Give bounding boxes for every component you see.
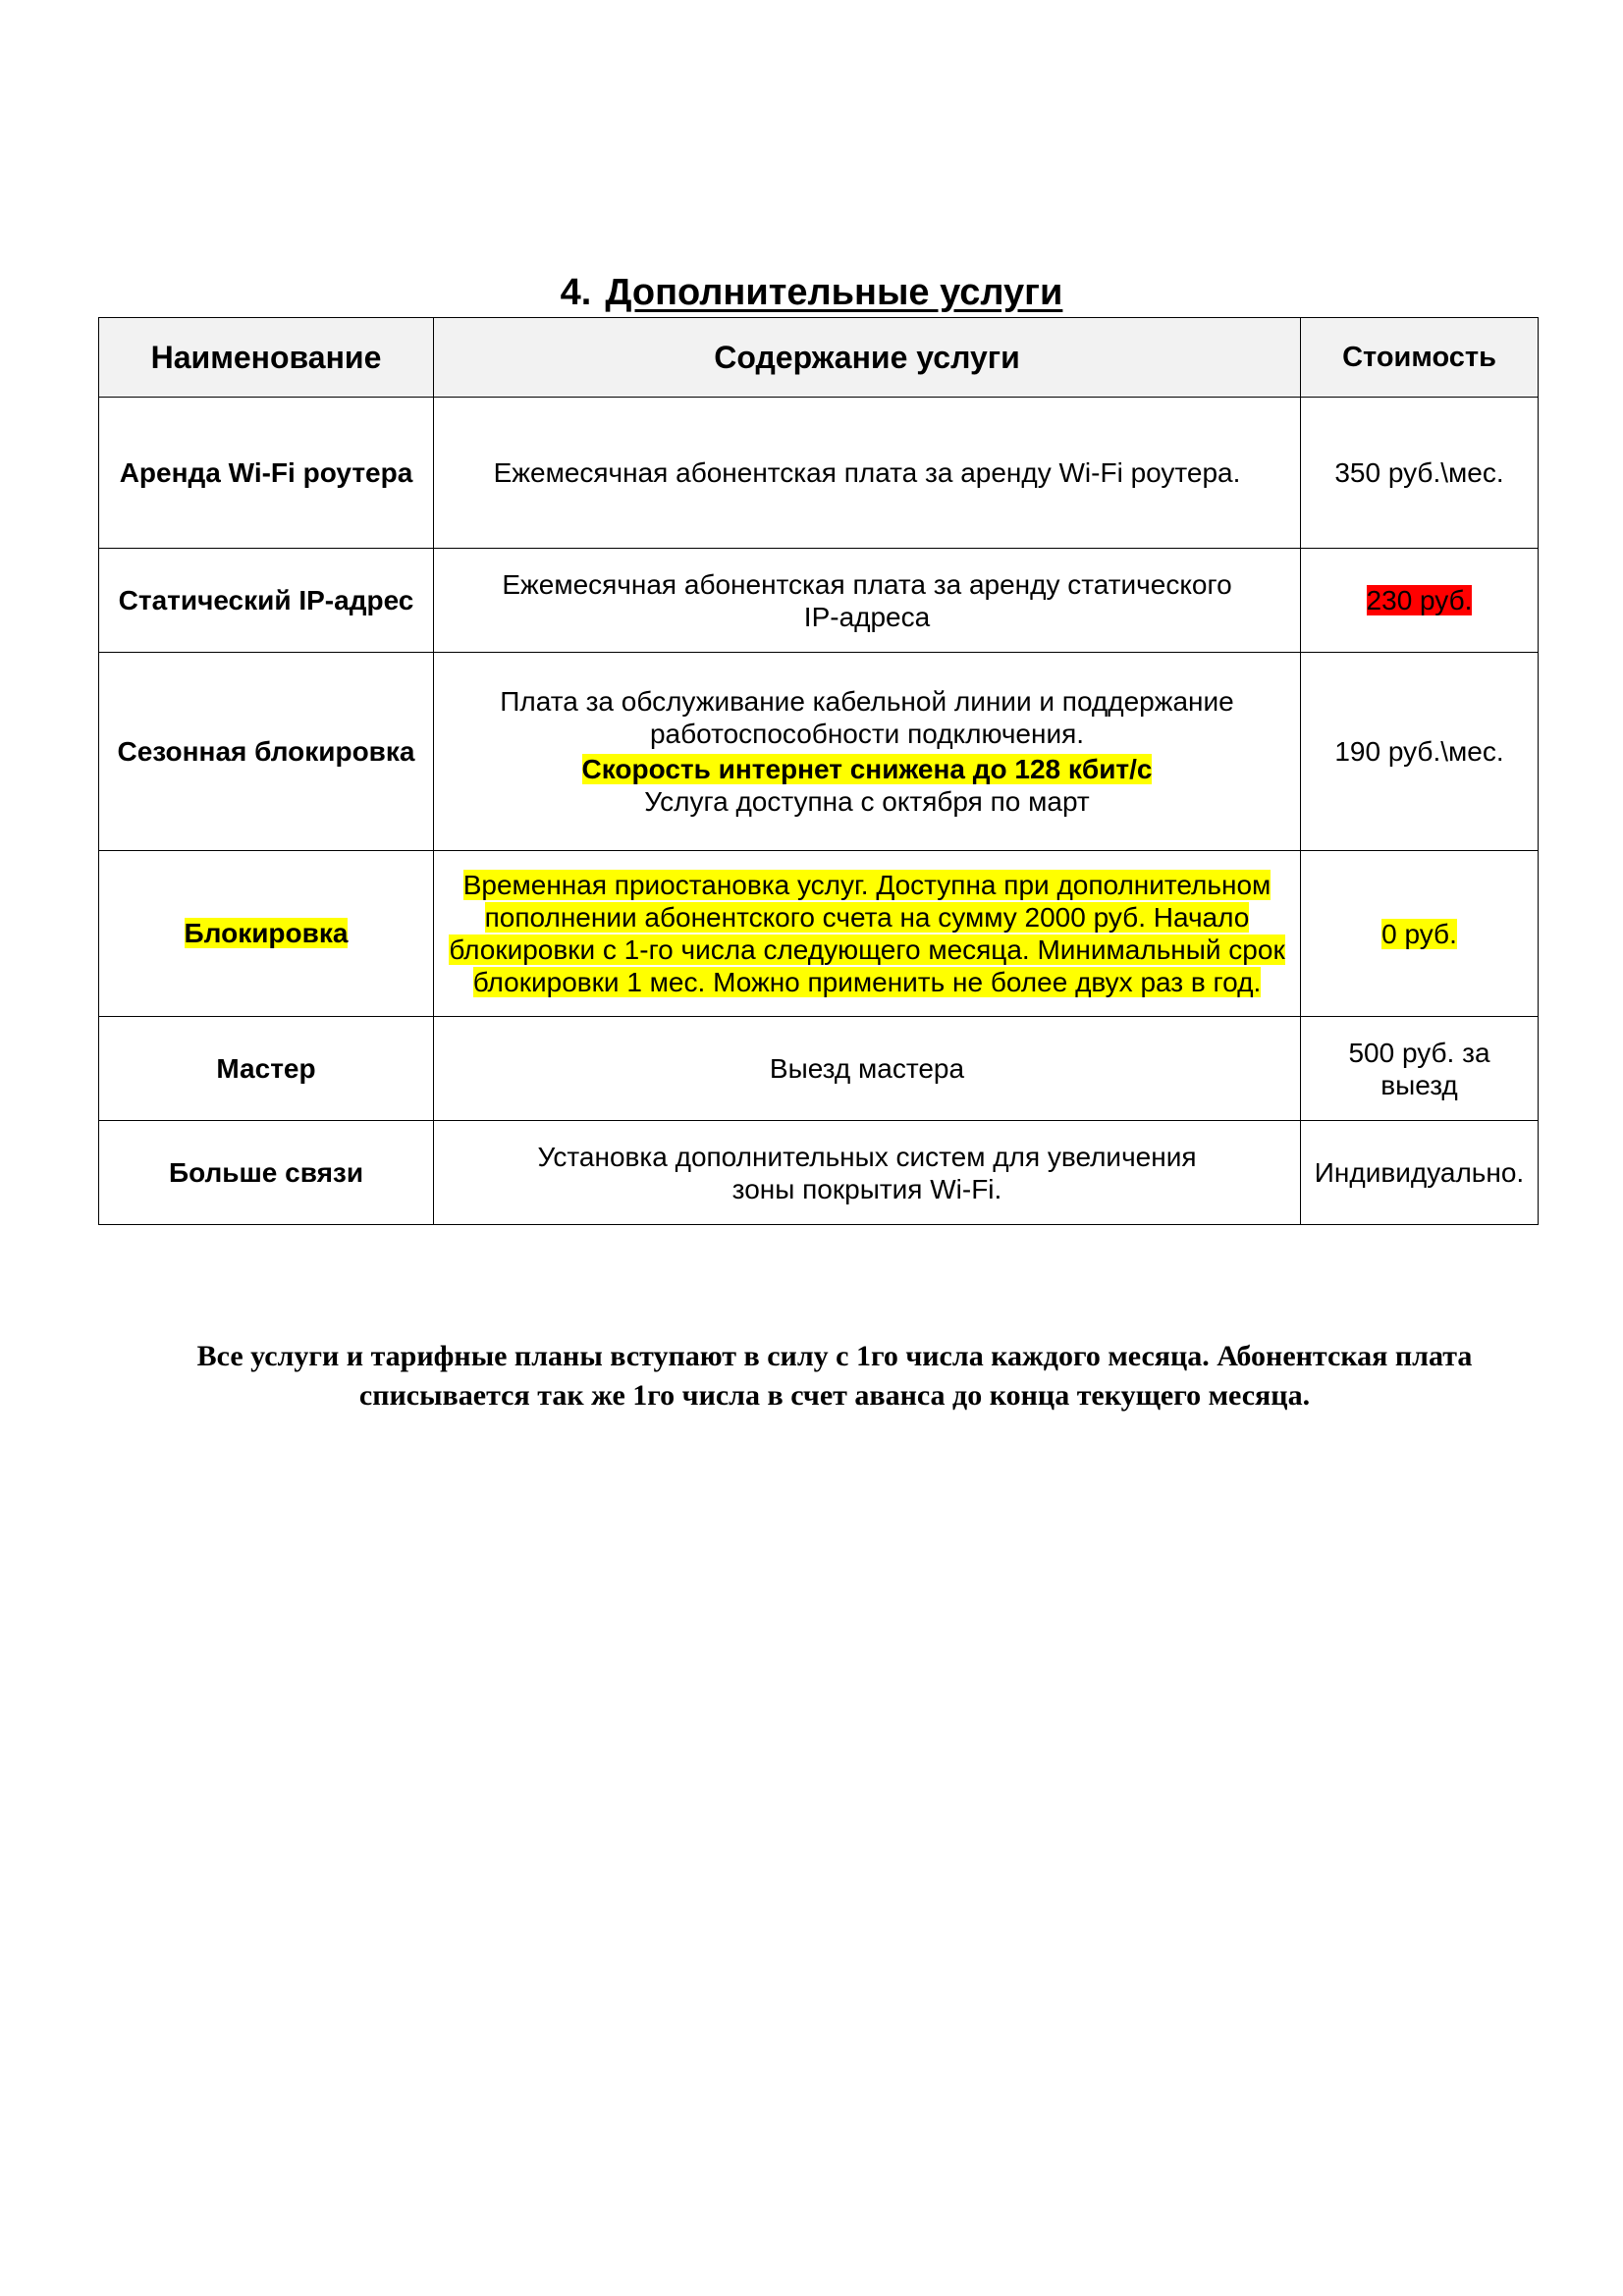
service-name: Аренда Wi-Fi роутера xyxy=(99,398,434,549)
service-price: 190 руб.\мес. xyxy=(1301,653,1539,851)
service-description: Ежемесячная абонентская плата за аренду статического IP-адреса xyxy=(434,549,1301,653)
table-header-row xyxy=(99,318,1539,398)
service-price: Индивидуально. xyxy=(1301,1121,1539,1225)
service-name: Статический IP-адрес xyxy=(99,549,434,653)
service-name-cell xyxy=(99,851,434,1017)
table-row xyxy=(99,851,1539,1017)
section-number: 4. xyxy=(560,272,592,313)
header-content: Содержание услуги xyxy=(434,318,1301,398)
services-table xyxy=(98,317,1539,1225)
service-price: 350 руб.\мес. xyxy=(1301,398,1539,549)
speed-note: Скорость интернет снижена до 128 кбит/с xyxy=(581,754,1153,784)
service-name: Мастер xyxy=(99,1017,434,1121)
service-description xyxy=(434,653,1301,851)
service-description-cell xyxy=(434,851,1301,1017)
service-description: Установка дополнительных систем для увеличения зоны покрытия Wi-Fi. xyxy=(434,1121,1301,1225)
table-row xyxy=(99,653,1539,851)
header-price: Стоимость xyxy=(1301,318,1539,398)
service-price-cell xyxy=(1301,851,1539,1017)
table-row xyxy=(99,1121,1539,1225)
service-name: Больше связи xyxy=(99,1121,434,1225)
section-heading xyxy=(0,267,1623,318)
section-title: Дополнительные услуги xyxy=(605,272,1063,313)
table-row xyxy=(99,398,1539,549)
header-name: Наименование xyxy=(99,318,434,398)
service-description: Выезд мастера xyxy=(434,1017,1301,1121)
service-price-cell xyxy=(1301,549,1539,653)
service-price: 500 руб. за выезд xyxy=(1301,1017,1539,1121)
availability-note: Услуга доступна с октября по март xyxy=(644,786,1090,817)
table-row xyxy=(99,1017,1539,1121)
footer-note: Все услуги и тарифные планы вступают в силу с 1го числа каждого месяца. Абонентская плата списывается так же 1го числа в счет аванса до конца текущего месяца. xyxy=(196,1340,1473,1412)
service-price: 0 руб. xyxy=(1381,918,1457,949)
service-description-line: Плата за обслуживание кабельной линии и поддержание работоспособности подключения. xyxy=(500,686,1234,749)
table-row xyxy=(99,549,1539,653)
service-description: Временная приостановка услуг. Доступна при дополнительном пополнении абонентского счета на сумму 2000 руб. Начало блокировки с 1-го числа следующего месяца. Минимальный срок блокировки 1 мес. Можно применить не более двух раз в год. xyxy=(449,870,1285,997)
service-name: Блокировка xyxy=(184,918,349,948)
service-name: Сезонная блокировка xyxy=(99,653,434,851)
service-price: 230 руб. xyxy=(1366,585,1473,615)
service-description: Ежемесячная абонентская плата за аренду Wi-Fi роутера. xyxy=(434,398,1301,549)
